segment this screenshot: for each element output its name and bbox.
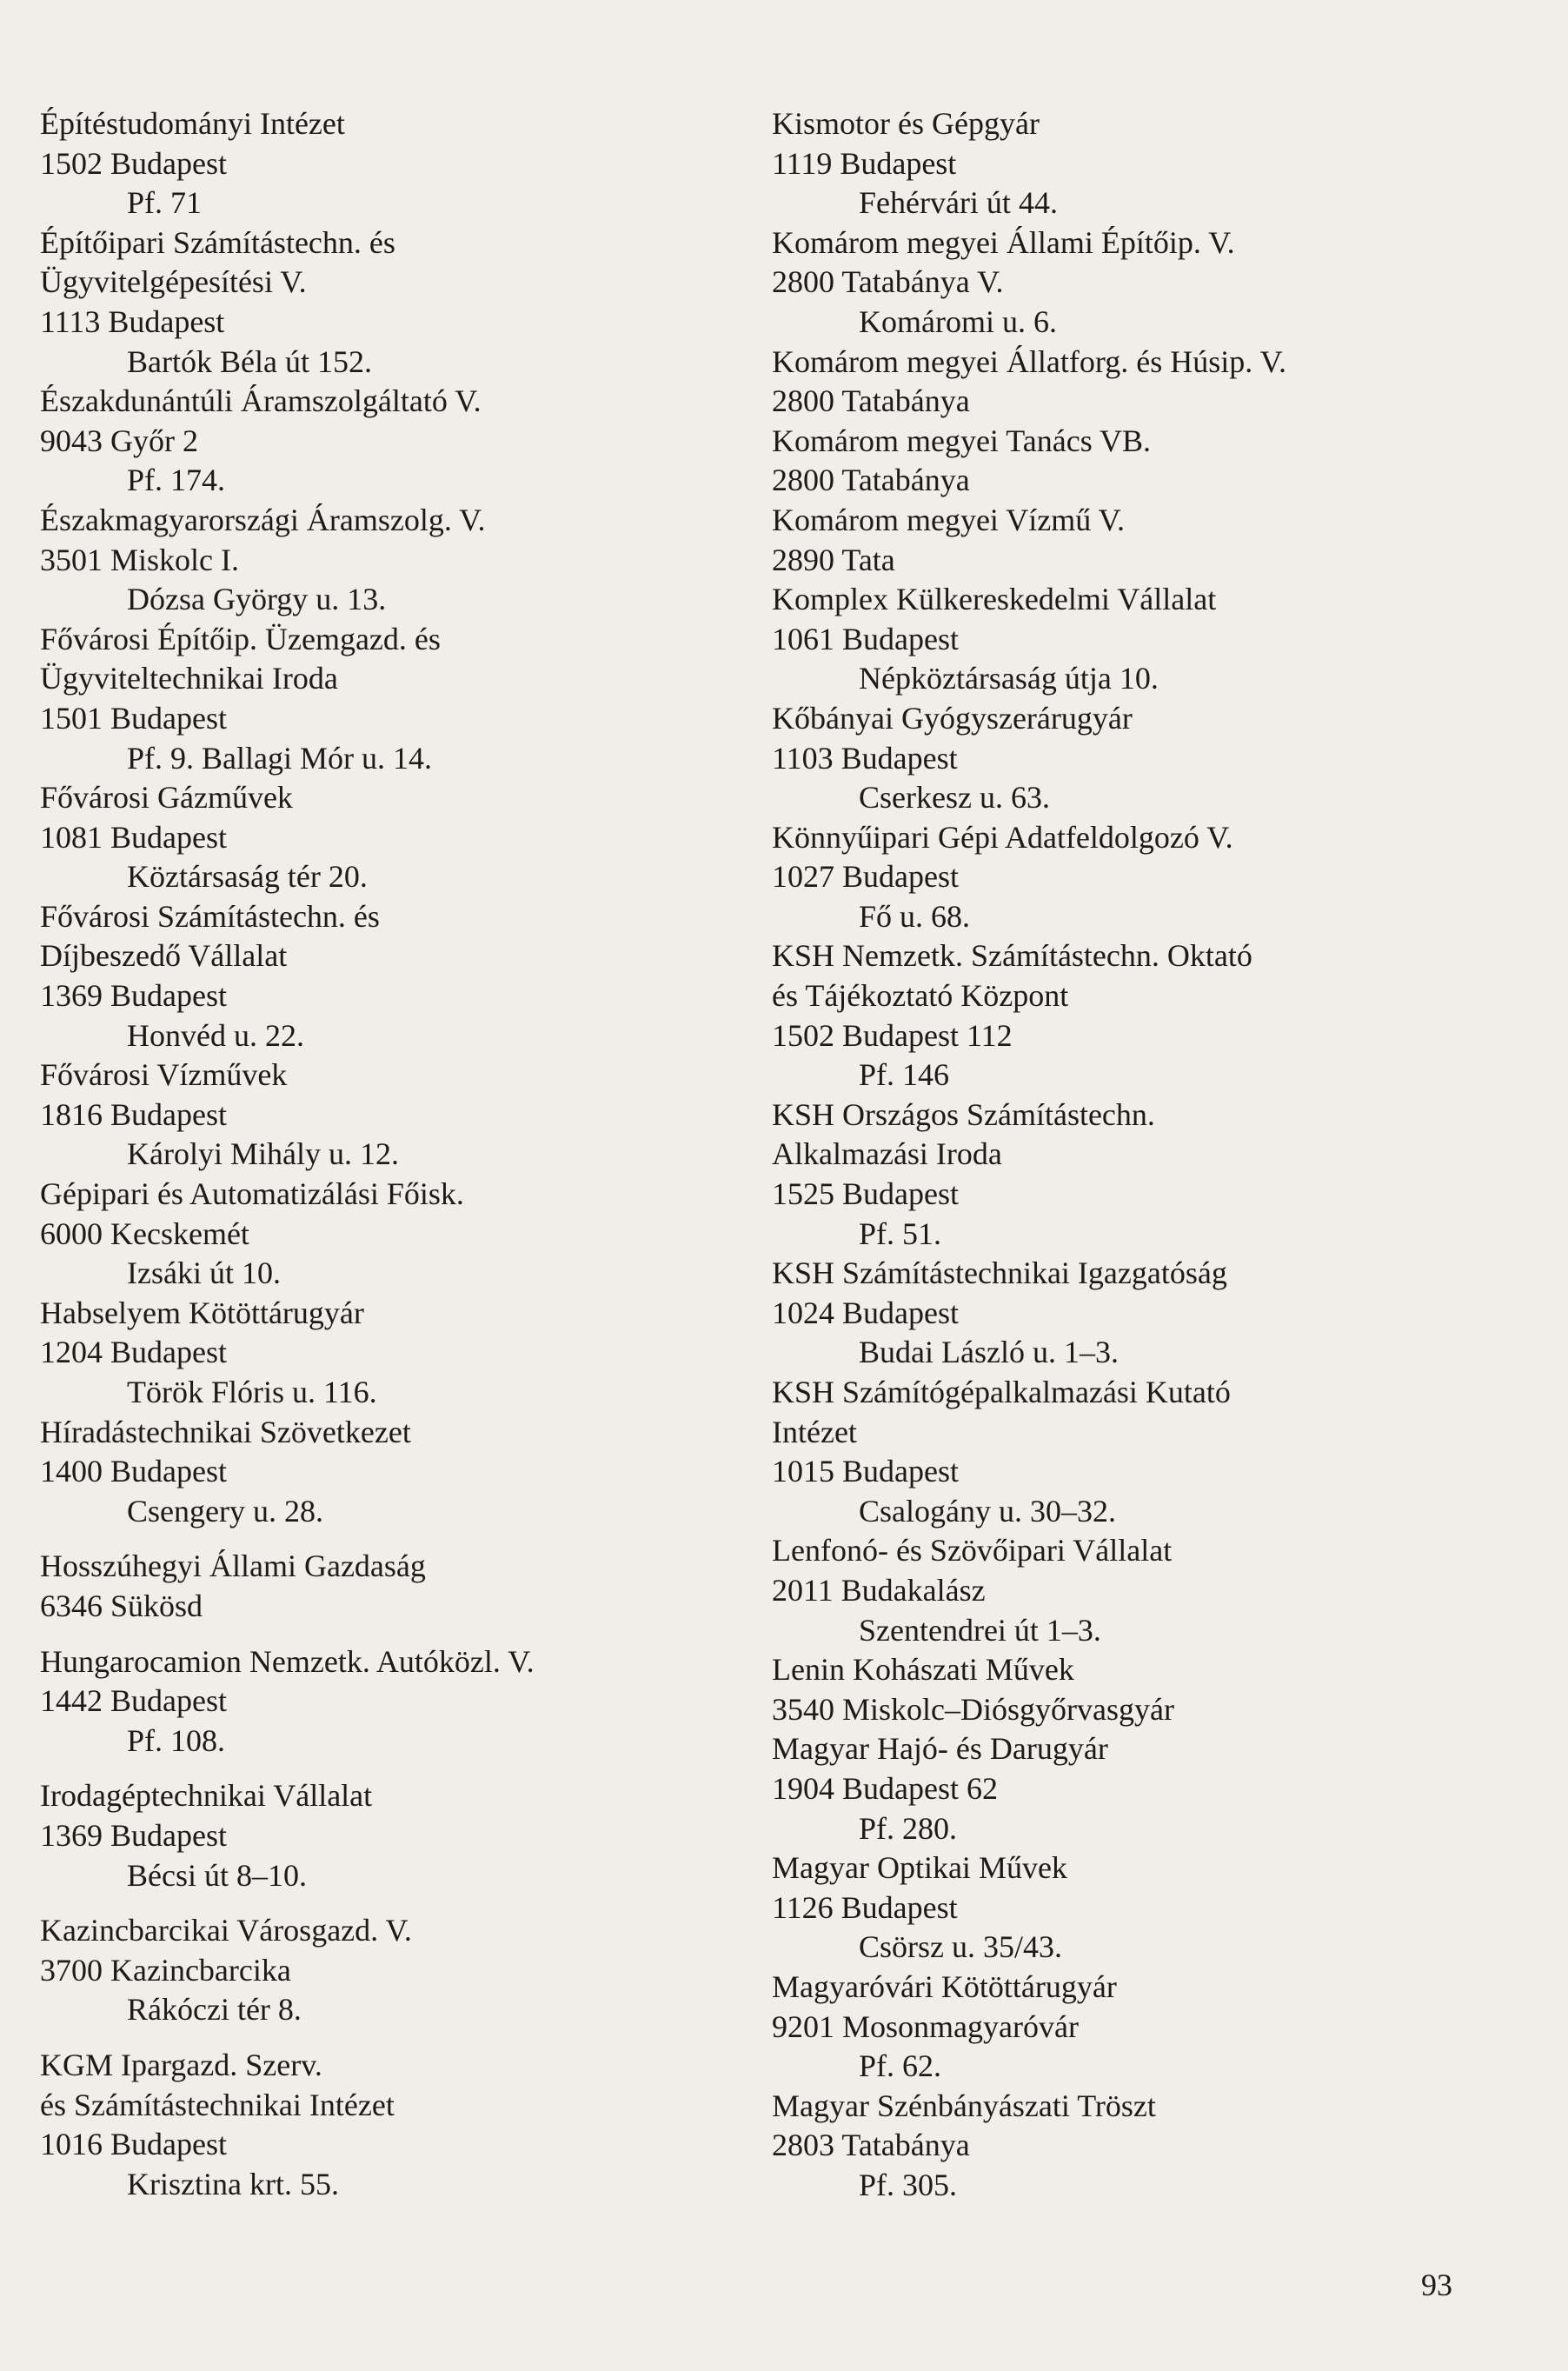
entry-line: Ügyviteltechnikai Iroda bbox=[40, 661, 338, 696]
entry-line: Ügyvitelgépesítési V. bbox=[40, 264, 307, 300]
directory-entry bbox=[772, 1729, 1511, 1848]
entry-line: 1400 Budapest bbox=[40, 1454, 227, 1489]
entry-name: Kismotor és Gépgyár bbox=[772, 106, 1040, 141]
directory-entry bbox=[40, 104, 779, 223]
entry-line: 1816 Budapest bbox=[40, 1096, 227, 1132]
directory-entry bbox=[40, 382, 779, 501]
directory-entry bbox=[772, 2087, 1511, 2206]
entry-address: Pf. 108. bbox=[127, 1722, 226, 1758]
entry-line: 1061 Budapest bbox=[772, 621, 959, 656]
directory-entry bbox=[772, 1373, 1511, 1531]
entry-line: 9043 Győr 2 bbox=[40, 423, 198, 458]
entry-address: Bartók Béla út 152. bbox=[127, 343, 372, 379]
directory-entry bbox=[40, 223, 779, 382]
directory-entry bbox=[772, 501, 1511, 580]
directory-entry bbox=[772, 580, 1511, 699]
directory-entry bbox=[40, 1175, 779, 1294]
entry-spacer bbox=[40, 2030, 779, 2046]
entry-name: KGM Ipargazd. Szerv. bbox=[40, 2047, 322, 2082]
entry-address: Cserkesz u. 63. bbox=[859, 780, 1050, 816]
entry-line: 1502 Budapest 112 bbox=[772, 1017, 1013, 1053]
entry-line: 3501 Miskolc I. bbox=[40, 542, 239, 577]
entry-spacer bbox=[40, 1761, 779, 1776]
directory-entry bbox=[772, 1531, 1511, 1650]
entry-name: Építőipari Számítástechn. és bbox=[40, 224, 395, 260]
directory-entry bbox=[772, 1096, 1511, 1254]
entry-address: Krisztina krt. 55. bbox=[127, 2166, 339, 2201]
directory-entry bbox=[772, 699, 1511, 818]
entry-name: Építéstudományi Intézet bbox=[40, 106, 345, 141]
entry-name: Hosszúhegyi Állami Gazdaság bbox=[40, 1548, 426, 1584]
entry-line: 1103 Budapest bbox=[772, 740, 958, 776]
entry-address: Csalogány u. 30–32. bbox=[859, 1493, 1116, 1528]
entry-address: Fehérvári út 44. bbox=[859, 185, 1058, 221]
directory-entry bbox=[40, 1294, 779, 1413]
entry-line: 1081 Budapest bbox=[40, 819, 227, 855]
entry-line: Alkalmazási Iroda bbox=[772, 1136, 1002, 1172]
entry-name: Magyar Hajó- és Darugyár bbox=[772, 1731, 1108, 1767]
entry-name: KSH Nemzetk. Számítástechn. Oktató bbox=[772, 938, 1252, 974]
directory-entry bbox=[772, 422, 1511, 501]
entry-address: Károlyi Mihály u. 12. bbox=[127, 1136, 399, 1172]
entry-line: és Számítástechnikai Intézet bbox=[40, 2087, 395, 2122]
directory-entry bbox=[772, 223, 1511, 343]
right-column bbox=[772, 104, 1511, 2205]
entry-name: Fővárosi Építőip. Üzemgazd. és bbox=[40, 621, 441, 656]
entry-line: 6346 Sükösd bbox=[40, 1588, 203, 1623]
entry-address: Fő u. 68. bbox=[859, 898, 971, 934]
entry-name: Könnyűipari Gépi Adatfeldolgozó V. bbox=[772, 819, 1233, 855]
entry-name: Fővárosi Vízművek bbox=[40, 1057, 288, 1093]
entry-line: 1016 Budapest bbox=[40, 2127, 227, 2162]
entry-name: Magyaróvári Kötöttárugyár bbox=[772, 1968, 1117, 2004]
entry-line: 1027 Budapest bbox=[772, 859, 959, 895]
directory-entry bbox=[772, 936, 1511, 1095]
entry-address: Török Flóris u. 116. bbox=[127, 1375, 377, 1409]
entry-name: Fővárosi Gázművek bbox=[40, 780, 293, 816]
entry-line: 9201 Mosonmagyaróvár bbox=[772, 2008, 1079, 2044]
directory-entry bbox=[40, 620, 779, 778]
entry-name: Gépipari és Automatizálási Főisk. bbox=[40, 1176, 464, 1212]
directory-entry bbox=[40, 1627, 779, 1762]
entry-address: Csengery u. 28. bbox=[127, 1493, 323, 1528]
entry-address: Honvéd u. 22. bbox=[127, 1017, 304, 1053]
entry-line: 1119 Budapest bbox=[772, 145, 957, 181]
entry-name: Komárom megyei Állatforg. és Húsip. V. bbox=[772, 343, 1286, 379]
entry-line: 2800 Tatabánya bbox=[772, 463, 970, 498]
entry-address: Pf. 146 bbox=[859, 1057, 950, 1093]
directory-entry bbox=[40, 1895, 779, 2030]
entry-address: Rákóczi tér 8. bbox=[127, 1992, 302, 2028]
entry-address: Budai László u. 1–3. bbox=[859, 1335, 1119, 1370]
entry-name: Északdunántúli Áramszolgáltató V. bbox=[40, 383, 482, 419]
entry-line: 2800 Tatabánya V. bbox=[772, 264, 1004, 300]
entry-address: Népköztársaság útja 10. bbox=[859, 661, 1159, 696]
entry-name: Északmagyarországi Áramszolg. V. bbox=[40, 502, 486, 537]
entry-line: 1126 Budapest bbox=[772, 1889, 958, 1925]
left-column bbox=[40, 104, 779, 2204]
entry-line: 1204 Budapest bbox=[40, 1335, 227, 1370]
entry-name: Híradástechnikai Szövetkezet bbox=[40, 1414, 411, 1449]
entry-line: 3540 Miskolc–Diósgyőrvasgyár bbox=[772, 1691, 1174, 1727]
entry-line: 2800 Tatabánya bbox=[772, 383, 970, 419]
entry-address: Pf. 305. bbox=[859, 2167, 958, 2202]
entry-address: Komáromi u. 6. bbox=[859, 303, 1057, 339]
entry-name: Hungarocamion Nemzetk. Autóközl. V. bbox=[40, 1643, 535, 1679]
entry-address: Szentendrei út 1–3. bbox=[859, 1612, 1101, 1648]
page-number: 93 bbox=[1421, 2268, 1452, 2302]
entry-name: Habselyem Kötöttárugyár bbox=[40, 1295, 364, 1330]
entry-name: Magyar Szénbányászati Tröszt bbox=[772, 2088, 1156, 2123]
entry-line: 3700 Kazincbarcika bbox=[40, 1952, 291, 1988]
entry-address: Pf. 9. Ballagi Mór u. 14. bbox=[127, 740, 432, 776]
entry-address: Pf. 280. bbox=[859, 1810, 958, 1846]
directory-entry bbox=[772, 104, 1511, 223]
entry-line: 1904 Budapest 62 bbox=[772, 1770, 998, 1806]
directory-entry bbox=[40, 897, 779, 1056]
entry-address: Bécsi út 8–10. bbox=[127, 1857, 307, 1893]
entry-name: Kazincbarcikai Városgazd. V. bbox=[40, 1913, 412, 1948]
directory-entry bbox=[40, 778, 779, 897]
entry-line: Díjbeszedő Vállalat bbox=[40, 938, 288, 974]
entry-line: 1369 Budapest bbox=[40, 978, 227, 1014]
entry-spacer bbox=[40, 1627, 779, 1642]
entry-line: Intézet bbox=[772, 1414, 857, 1449]
entry-name: KSH Számítástechnikai Igazgatóság bbox=[772, 1255, 1227, 1291]
entry-address: Pf. 62. bbox=[859, 2048, 942, 2084]
directory-entry bbox=[40, 1413, 779, 1532]
entry-address: Pf. 51. bbox=[859, 1215, 942, 1251]
entry-line: 1525 Budapest bbox=[772, 1176, 959, 1212]
entry-name: Komárom megyei Állami Építőip. V. bbox=[772, 224, 1235, 260]
entry-line: 1369 Budapest bbox=[40, 1817, 227, 1853]
entry-line: 1501 Budapest bbox=[40, 700, 227, 736]
entry-address: Köztársaság tér 20. bbox=[127, 859, 368, 895]
directory-entry bbox=[772, 1254, 1511, 1373]
entry-address: Pf. 71 bbox=[127, 185, 203, 221]
directory-entry bbox=[40, 1056, 779, 1175]
entry-name: Komárom megyei Tanács VB. bbox=[772, 423, 1152, 458]
entry-name: Lenin Kohászati Művek bbox=[772, 1652, 1074, 1688]
entry-line: 1024 Budapest bbox=[772, 1295, 959, 1330]
entry-line: 1442 Budapest bbox=[40, 1683, 227, 1719]
directory-entry bbox=[40, 501, 779, 620]
directory-entry bbox=[40, 2030, 779, 2204]
entry-spacer bbox=[40, 1895, 779, 1911]
entry-name: Magyar Optikai Művek bbox=[772, 1850, 1067, 1886]
entry-line: 2011 Budakalász bbox=[772, 1572, 986, 1608]
entry-name: Komárom megyei Vízmű V. bbox=[772, 502, 1125, 537]
entry-name: Irodagéptechnikai Vállalat bbox=[40, 1778, 373, 1814]
entry-line: 1113 Budapest bbox=[40, 303, 225, 339]
entry-address: Dózsa György u. 13. bbox=[127, 582, 387, 617]
entry-spacer bbox=[40, 1531, 779, 1547]
directory-entry bbox=[772, 818, 1511, 937]
entry-name: Kőbányai Gyógyszerárugyár bbox=[772, 700, 1133, 736]
directory-entry bbox=[40, 1761, 779, 1895]
entry-name: Lenfonó- és Szövőipari Vállalat bbox=[772, 1533, 1173, 1568]
directory-entry bbox=[772, 343, 1511, 422]
directory-entry bbox=[40, 1531, 779, 1626]
directory-entry bbox=[772, 1848, 1511, 1968]
entry-line: 1015 Budapest bbox=[772, 1454, 959, 1489]
entry-name: Fővárosi Számítástechn. és bbox=[40, 898, 380, 934]
entry-line: és Tájékoztató Központ bbox=[772, 978, 1069, 1014]
entry-line: 1502 Budapest bbox=[40, 145, 227, 181]
entry-address: Izsáki út 10. bbox=[127, 1255, 281, 1291]
entry-line: 2890 Tata bbox=[772, 542, 895, 577]
directory-entry bbox=[772, 1968, 1511, 2087]
entry-line: 2803 Tatabánya bbox=[772, 2128, 970, 2163]
directory-entry bbox=[772, 1650, 1511, 1729]
entry-address: Csörsz u. 35/43. bbox=[859, 1929, 1062, 1965]
entry-name: KSH Országos Számítástechn. bbox=[772, 1096, 1155, 1132]
entry-line: 6000 Kecskemét bbox=[40, 1215, 249, 1251]
entry-address: Pf. 174. bbox=[127, 463, 226, 498]
entry-name: Komplex Külkereskedelmi Vállalat bbox=[772, 582, 1217, 617]
entry-name: KSH Számítógépalkalmazási Kutató bbox=[772, 1375, 1231, 1409]
